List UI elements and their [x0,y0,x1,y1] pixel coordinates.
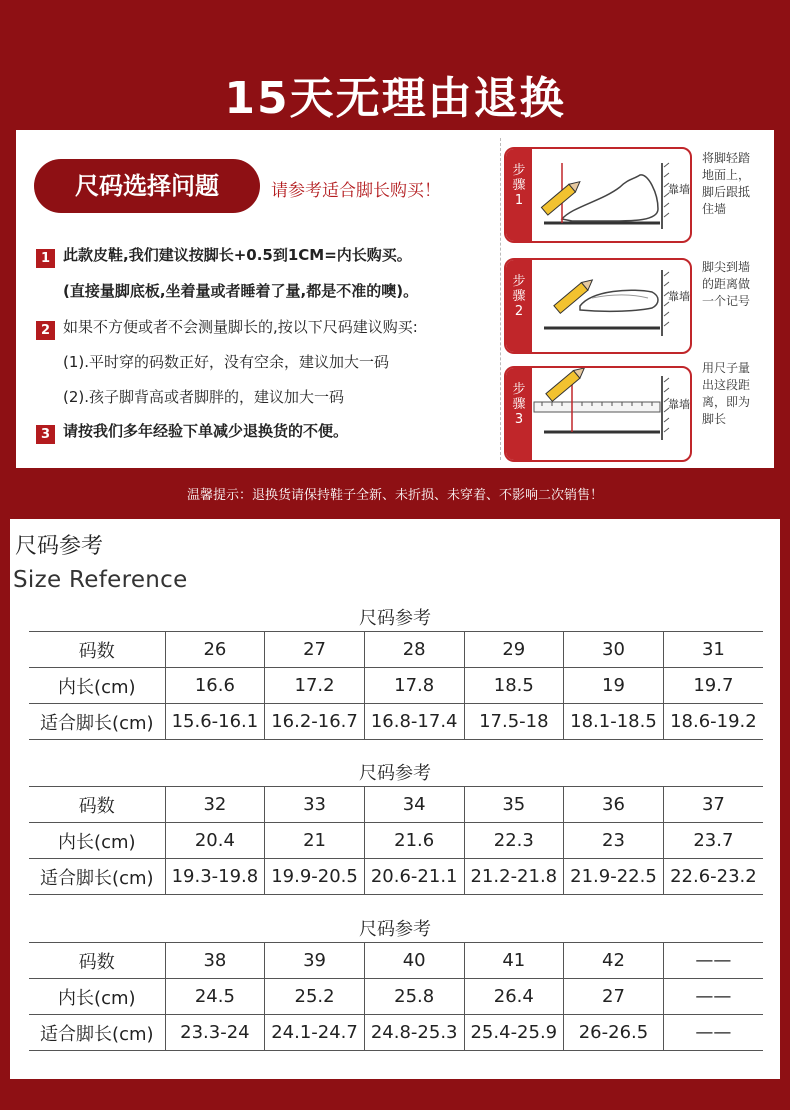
step-3-note: 用尺子量出这段距离，即为脚长 [702,361,751,426]
table-row: 内长(cm) 16.6 17.2 17.8 18.5 19 19.7 [29,668,763,704]
table-row: 码数 26 27 28 29 30 31 [29,632,763,668]
step-3-card [504,366,692,462]
step-2-card [504,258,692,354]
warm-tip: 温馨提示：退换货请保持鞋子全新、未折损、未穿着、不影响二次销售！ [186,488,603,503]
guide-line-1: 1 此款皮鞋,我们建议按脚长+0.5到1CM=内长购买。 [36,244,412,268]
table-row: 内长(cm) 20.4 21 21.6 22.3 23 23.7 [29,823,763,859]
table-row: 适合脚长(cm) 15.6-16.1 16.2-16.7 16.8-17.4 17.5-18 18.1-18.5 18.6-19.2 [29,704,763,740]
size-table-3 [29,942,763,1051]
step-3-tab: 步 骤 3 [506,368,532,460]
guide-line-2a: (1).平时穿的码数正好，没有空余，建议加大一码 [63,353,390,371]
table-caption: 尺码参考 [359,919,431,940]
number-badge: 2 [36,321,55,340]
step-2-tab: 步 骤 2 [506,260,532,352]
table-caption: 尺码参考 [359,763,431,784]
guide-line-2b: (2).孩子脚背高或者脚胖的，建议加大一码 [63,388,345,406]
wall-label: 靠墙 [668,183,690,196]
number-badge: 1 [36,249,55,268]
guide-subtitle: 请参考适合脚长购买！ [271,181,441,201]
step-2-note: 脚尖到墙的距离做一个记号 [702,260,751,308]
ruler-measure-icon [532,368,692,462]
size-reference-section [10,519,780,1079]
step-1-note: 将脚轻踏地面上，脚后跟抵住墙 [702,151,751,216]
wall-label: 靠墙 [668,290,690,303]
size-table-1 [29,631,763,740]
toe-mark-icon [532,260,692,354]
table-row: 码数 38 39 40 41 42 —— [29,943,763,979]
wall-label: 靠墙 [668,398,690,411]
main-title: 15天无理由退换 [224,73,566,124]
table-row: 码数 32 33 34 35 36 37 [29,787,763,823]
step-1-card [504,147,692,243]
guide-pill: 尺码选择问题 [34,159,260,213]
table-row: 内长(cm) 24.5 25.2 25.8 26.4 27 —— [29,979,763,1015]
table-row: 适合脚长(cm) 23.3-24 24.1-24.7 24.8-25.3 25.4-25.9 26-26.5 —— [29,1015,763,1051]
table-caption: 尺码参考 [359,608,431,629]
size-reference-title-cn: 尺码参考 [15,534,104,559]
guide-line-2: 2 如果不方便或者不会测量脚长的,按以下尺码建议购买: [36,316,418,340]
divider [500,138,501,460]
guide-line-3: 3 请按我们多年经验下单减少退换货的不便。 [36,420,348,444]
table-row: 适合脚长(cm) 19.3-19.8 19.9-20.5 20.6-21.1 21.2-21.8 21.9-22.5 22.6-23.2 [29,859,763,895]
foot-on-floor-icon [532,149,692,243]
size-table-2 [29,786,763,895]
step-1-tab: 步 骤 1 [506,149,532,241]
number-badge: 3 [36,425,55,444]
size-reference-title-en: Size Reference [13,567,188,593]
guide-line-1-note: (直接量脚底板,坐着量或者睡着了量,都是不准的噢)。 [63,282,419,300]
